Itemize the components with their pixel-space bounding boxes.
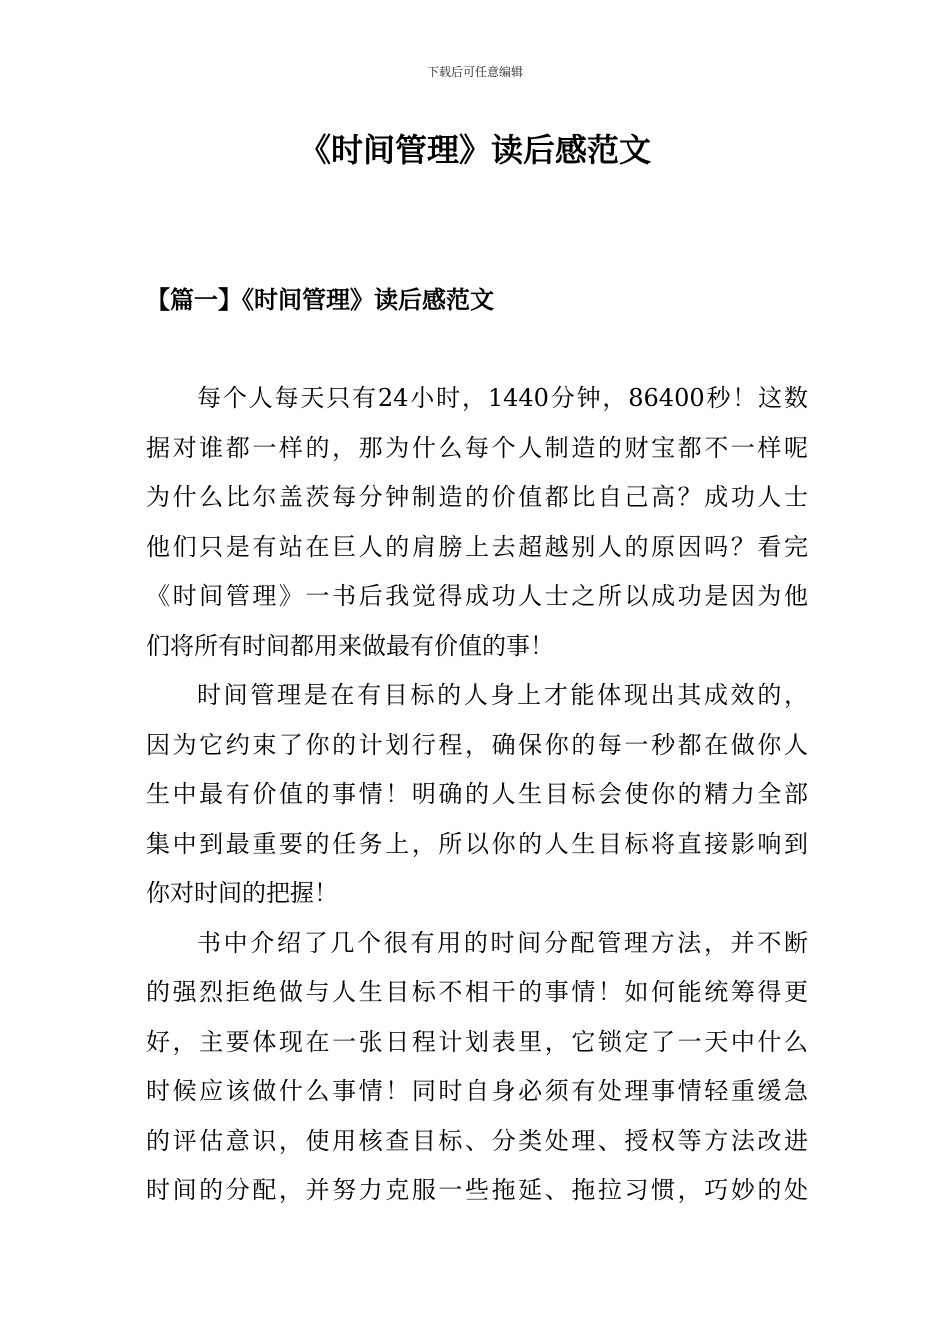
text-line: 的强烈拒绝做与人生目标不相干的事情！如何能统筹得更 [146,978,808,1006]
text-line: 他们只是有站在巨人的肩膀上去超越别人的原因吗？看完 [146,532,808,561]
text-line: 《时间管理》一书后我觉得成功人士之所以成功是因为他 [146,582,808,610]
text-line: 因为它约束了你的计划行程，确保你的每一秒都在做你人 [146,730,808,759]
text-line: 们将所有时间都用来做最有价值的事！ [146,631,554,660]
header-note: 下载后可任意编辑 [426,65,523,79]
text-line: 为什么比尔盖茨每分钟制造的价值都比自己高？成功人士 [146,483,808,511]
text-line: 书中介绍了几个很有用的时间分配管理方法，并不断 [197,928,808,957]
body-text [146,374,808,1216]
text-line: 据对谁都一样的，那为什么每个人制造的财宝都不一样呢 [146,433,808,462]
text-line: 时间管理是在有目标的人身上才能体现出其成效的， [197,681,808,709]
document-title: 《时间管理》读后感范文 [298,131,651,169]
text-line: 时候应该做什么事情！同时自身必须有处理事情轻重缓急 [146,1077,808,1105]
section-heading: 【篇一】《时间管理》读后感范文 [146,285,494,314]
text-line: 每个人每天只有24小时，1440分钟，86400秒！这数 [197,384,808,412]
text-line: 集中到最重要的任务上，所以你的人生目标将直接影响到 [146,829,808,858]
text-line: 的评估意识，使用核查目标、分类处理、授权等方法改进 [146,1126,808,1155]
text-line: 好，主要体现在一张日程计划表里，它锁定了一天中什么 [146,1027,808,1056]
text-line: 你对时间的把握！ [146,879,338,907]
text-line: 生中最有价值的事情！明确的人生目标会使你的精力全部 [146,780,808,808]
text-line: 时间的分配，并努力克服一些拖延、拖拉习惯，巧妙的处 [146,1176,808,1204]
